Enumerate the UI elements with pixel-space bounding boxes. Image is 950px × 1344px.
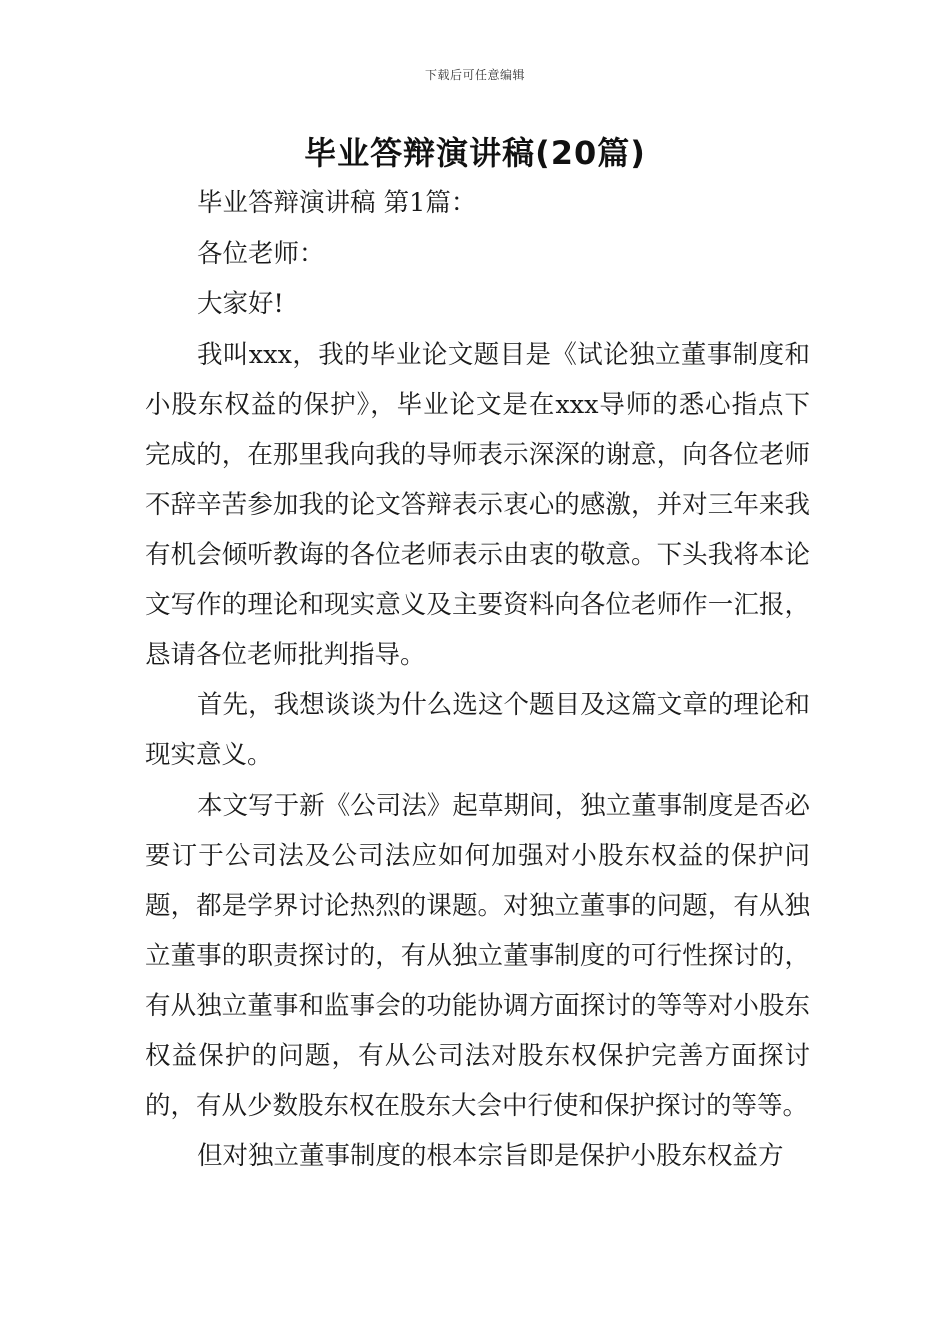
paragraph-salutation: 各位老师： bbox=[197, 238, 325, 269]
paragraph-subtitle: 毕业答辩演讲稿 第1篇： bbox=[197, 188, 477, 218]
paragraph-background: 本文写于新《公司法》起草期间，独立董事制度是否必要订于公司法及公司法应如何加强对小股东权益的保护问题，都是学界讨论热烈的课题。对独立董事的问题，有从独立董事的职责探讨的，有从独立董事制度的可行性探讨的，有从独立董事和监事会的功能协调方面探讨的等等对小股东权益保护的问题，有从公司法对股东权保护完善方面探讨的，有从少数股东权在股东大会中行使和保护探讨的等等。 bbox=[145, 790, 810, 1121]
paragraph-greeting: 大家好! bbox=[197, 289, 284, 319]
paragraph-introduction: 我叫xxx，我的毕业论文题目是《试论独立董事制度和小股东权益的保护》，毕业论文是在xxx导师的悉心指点下完成的，在那里我向我的导师表示深深的谢意，向各位老师不辞辛苦参加我的论文答辩表示衷心的感激，并对三年来我有机会倾听教诲的各位老师表示由衷的敬意。下头我将本论文写作的理论和现实意义及主要资料向各位老师作一汇报，恳请各位老师批判指导。 bbox=[145, 339, 810, 670]
document-body bbox=[145, 178, 810, 1182]
paragraph-continuation: 但对独立董事制度的根本宗旨即是保护小股东权益方 bbox=[197, 1141, 784, 1171]
paragraph-significance: 首先，我想谈谈为什么选这个题目及这篇文章的理论和现实意义。 bbox=[145, 690, 810, 770]
header-note: 下载后可任意编辑 bbox=[424, 68, 525, 82]
document-title: 毕业答辩演讲稿(20篇) bbox=[304, 134, 646, 172]
